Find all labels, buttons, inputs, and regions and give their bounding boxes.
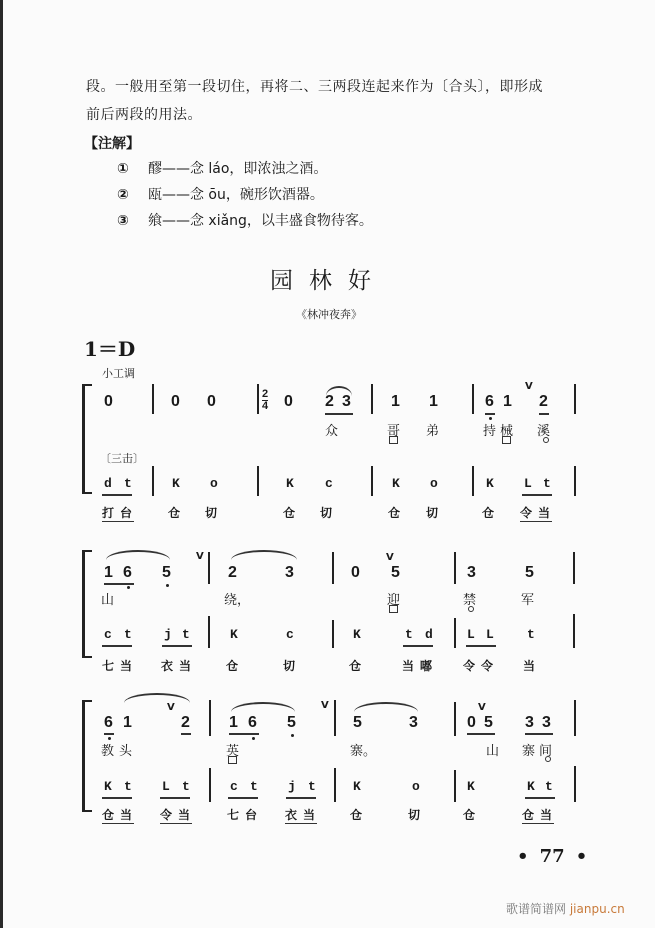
melody-note: 0 xyxy=(171,393,180,410)
perc-syllable: 切 xyxy=(205,506,218,520)
perc-syllable: 当 xyxy=(538,506,551,520)
paragraph-line-2: 前后两段的用法。 xyxy=(86,107,202,123)
melody-note: 3 xyxy=(525,714,534,731)
note-number: ② xyxy=(117,187,129,203)
watermark xyxy=(506,900,625,917)
lyric: 英 xyxy=(226,744,240,759)
lyric: 迎 xyxy=(387,593,401,608)
perc-note: t xyxy=(124,627,132,642)
perc-note: t xyxy=(405,627,413,642)
bar-line xyxy=(152,384,154,414)
slur xyxy=(231,702,295,712)
percussion-label: 〔三击〕 xyxy=(100,452,144,465)
melody-note: 0 xyxy=(467,714,476,731)
perc-note: K xyxy=(392,476,400,491)
perc-note: o xyxy=(210,476,218,491)
scan-edge xyxy=(0,0,3,928)
note-item-2 xyxy=(117,184,324,204)
melody-note: 0 xyxy=(284,393,293,410)
melody-note: 1 xyxy=(123,714,132,731)
perc-note: c xyxy=(230,779,238,794)
perc-note: t xyxy=(543,476,551,491)
melody-note: 6 xyxy=(248,714,257,731)
perc-syllable: 仓 xyxy=(350,808,363,822)
perc-syllable: 切 xyxy=(283,659,296,673)
perc-syllable: 当 xyxy=(523,659,536,673)
perc-note: K xyxy=(353,627,361,642)
note-item-1 xyxy=(117,158,327,178)
melody-note: 6 xyxy=(485,393,494,410)
melody-note: 0 xyxy=(351,564,360,581)
lyric: 哥 xyxy=(387,424,401,439)
perc-note: K xyxy=(527,779,535,794)
perc-note: K xyxy=(286,476,294,491)
melody-note: 1 xyxy=(104,564,113,581)
perc-syllable: 仓 xyxy=(349,659,362,673)
perc-syllable: 衣 xyxy=(285,808,298,822)
perc-syllable: 令 xyxy=(481,659,494,673)
perc-note: t xyxy=(527,627,535,642)
perc-note: K xyxy=(353,779,361,794)
breath-mark: V xyxy=(386,552,394,563)
melody-note: 3 xyxy=(342,393,351,410)
lyric: 教 xyxy=(101,744,115,759)
perc-note: t xyxy=(250,779,258,794)
bar-line xyxy=(371,384,373,414)
perc-note: o xyxy=(430,476,438,491)
system-bracket xyxy=(82,384,85,494)
time-signature: 2 4 xyxy=(262,388,269,412)
melody-note: 5 xyxy=(287,714,296,731)
note-text: 飨——念 xiǎng，以丰盛食物待客。 xyxy=(147,213,373,229)
watermark-cn: 歌谱简谱网 xyxy=(506,902,567,916)
perc-syllable: 当 xyxy=(178,808,191,822)
lyric: 军 xyxy=(521,593,535,608)
perc-note: K xyxy=(467,779,475,794)
note-number: ③ xyxy=(117,213,129,229)
perc-note: d xyxy=(104,476,112,491)
bar-line xyxy=(472,384,474,414)
perc-syllable: 当 xyxy=(120,659,133,673)
lyric: 寨 xyxy=(522,744,536,759)
slur xyxy=(231,550,297,560)
mode-label: 小工调 xyxy=(102,367,135,380)
perc-syllable: 打 xyxy=(102,506,115,520)
melody-note: 3 xyxy=(409,714,418,731)
song-title: 园林好 xyxy=(270,268,387,294)
perc-syllable: 切 xyxy=(426,506,439,520)
lyric: 绕， xyxy=(224,593,251,608)
paragraph-line-1: 段。一般用至第一段切住，再将二、三两段连起来作为〔合头〕，即形成 xyxy=(86,79,543,95)
perc-note: t xyxy=(308,779,316,794)
perc-note: j xyxy=(288,779,296,794)
melody-note: 5 xyxy=(162,564,171,581)
perc-syllable: 当 xyxy=(120,808,133,822)
perc-syllable: 当 xyxy=(303,808,316,822)
lyric: 持 xyxy=(483,424,497,439)
perc-syllable: 仓 xyxy=(388,506,401,520)
slur xyxy=(106,550,170,560)
perc-note: d xyxy=(425,627,433,642)
breath-mark: V xyxy=(525,381,533,392)
perc-syllable: 切 xyxy=(320,506,333,520)
note-item-3 xyxy=(117,210,373,230)
melody-note: 2 xyxy=(325,393,334,410)
breath-mark: V xyxy=(321,700,329,711)
perc-note: c xyxy=(325,476,333,491)
perc-syllable: 令 xyxy=(160,808,173,822)
breath-mark: V xyxy=(196,551,204,562)
notes-heading: 【注解】 xyxy=(84,136,140,152)
perc-syllable: 嘟 xyxy=(420,659,433,673)
melody-note: 5 xyxy=(525,564,534,581)
lyric: 禁 xyxy=(463,593,477,608)
melody-note: 5 xyxy=(391,564,400,581)
perc-note: t xyxy=(182,779,190,794)
perc-note: t xyxy=(124,476,132,491)
perc-syllable: 仓 xyxy=(463,808,476,822)
note-number: ① xyxy=(117,161,129,177)
perc-syllable: 仓 xyxy=(226,659,239,673)
melody-note: 2 xyxy=(228,564,237,581)
perc-syllable: 台 xyxy=(245,808,258,822)
breath-mark: V xyxy=(478,702,486,713)
perc-note: L xyxy=(486,627,494,642)
slur xyxy=(354,702,418,712)
song-subtitle: 《林冲夜奔》 xyxy=(296,308,362,321)
perc-syllable: 七 xyxy=(227,808,240,822)
perc-note: K xyxy=(104,779,112,794)
note-text: 瓯——念 ōu，碗形饮酒器。 xyxy=(147,187,324,203)
melody-note: 1 xyxy=(391,393,400,410)
breath-mark: V xyxy=(167,702,175,713)
melody-note: 2 xyxy=(181,714,190,731)
perc-note: t xyxy=(124,779,132,794)
bar-line xyxy=(574,384,576,414)
perc-note: K xyxy=(172,476,180,491)
key-signature: 1＝D xyxy=(84,337,136,361)
perc-syllable: 当 xyxy=(540,808,553,822)
perc-syllable: 仓 xyxy=(168,506,181,520)
melody-note: 2 xyxy=(539,393,548,410)
perc-note: K xyxy=(230,627,238,642)
perc-note: L xyxy=(162,779,170,794)
perc-syllable: 台 xyxy=(120,506,133,520)
perc-note: t xyxy=(182,627,190,642)
perc-note: L xyxy=(467,627,475,642)
perc-syllable: 七 xyxy=(102,659,115,673)
melody-note: 3 xyxy=(285,564,294,581)
lyric: 众 xyxy=(325,424,339,439)
melody-note: 1 xyxy=(229,714,238,731)
melody-note: 5 xyxy=(484,714,493,731)
melody-note: 1 xyxy=(429,393,438,410)
perc-note: t xyxy=(545,779,553,794)
perc-syllable: 仓 xyxy=(522,808,535,822)
perc-note: j xyxy=(164,627,172,642)
page-number: 77 xyxy=(539,846,565,867)
bar-line xyxy=(257,384,259,414)
perc-syllable: 仓 xyxy=(102,808,115,822)
bullet-icon: • xyxy=(517,846,529,867)
melody-note: 5 xyxy=(353,714,362,731)
melody-note: 6 xyxy=(104,714,113,731)
lyric: 山 xyxy=(101,593,115,608)
underline xyxy=(325,413,353,415)
perc-note: L xyxy=(524,476,532,491)
melody-note: 0 xyxy=(207,393,216,410)
melody-note: 1 xyxy=(503,393,512,410)
lyric: 寨。 xyxy=(350,744,377,759)
perc-syllable: 仓 xyxy=(482,506,495,520)
perc-syllable: 当 xyxy=(179,659,192,673)
lyric: 溪 xyxy=(537,424,551,439)
perc-syllable: 衣 xyxy=(161,659,174,673)
lyric: 头 xyxy=(119,744,133,759)
perc-note: c xyxy=(286,627,294,642)
perc-syllable: 切 xyxy=(408,808,421,822)
perc-syllable: 仓 xyxy=(283,506,296,520)
melody-note: 6 xyxy=(123,564,132,581)
slur xyxy=(124,693,190,703)
watermark-url: jianpu.cn xyxy=(569,902,625,916)
perc-note: K xyxy=(486,476,494,491)
melody-note: 3 xyxy=(542,714,551,731)
lyric: 弟 xyxy=(426,424,440,439)
lyric: 山 xyxy=(486,744,500,759)
melody-note: 0 xyxy=(104,393,113,410)
perc-note: o xyxy=(412,779,420,794)
melody-note: 3 xyxy=(467,564,476,581)
perc-note: c xyxy=(104,627,112,642)
perc-syllable: 令 xyxy=(520,506,533,520)
bullet-icon: • xyxy=(575,846,588,867)
note-text: 醪——念 láo，即浓浊之酒。 xyxy=(147,161,328,177)
page-number-group xyxy=(517,846,587,867)
lyric: 间 xyxy=(539,744,553,759)
lyric: 械 xyxy=(500,424,514,439)
perc-syllable: 当 xyxy=(402,659,415,673)
perc-syllable: 令 xyxy=(463,659,476,673)
